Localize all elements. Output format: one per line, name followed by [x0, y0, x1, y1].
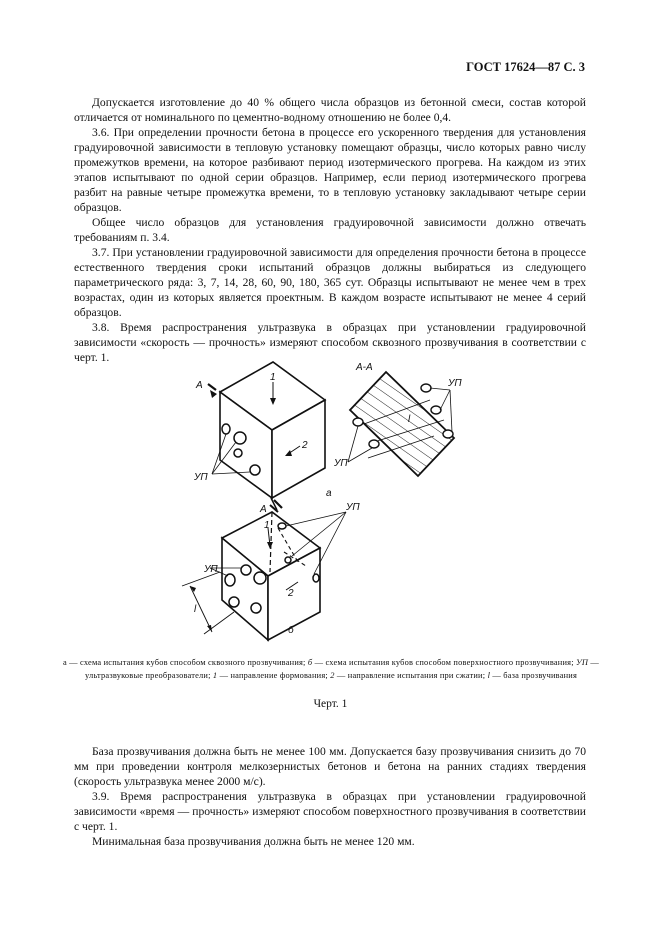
label-transducers: УП	[448, 378, 462, 389]
label-transducers: УП	[334, 458, 348, 469]
paragraph: База прозвучивания должна быть не менее 100 мм. Допускается базу прозвучивания снизить до 70 мм при проведении контроля мелкозернистых бетонов и бетона на ранних стадиях твердения (скорость ультразвука менее 2000 м/с).	[74, 745, 586, 788]
label-scheme-b: б	[288, 625, 294, 636]
paragraph: Допускается изготовление до 40 % общего числа образцов из бетонной смеси, состав которой отличается от номинального по цементно-водному отношению не более 0,4.	[74, 96, 586, 124]
label-base-l: l	[408, 414, 411, 425]
paragraph-3-9: 3.9. Время распространения ультразвука в образцах при установлении градуировочной зависимости «время — прочность» измеряют способом поверхностного прозвучивания в соответствии с черт. 1.	[74, 790, 586, 833]
figure-drawing	[150, 350, 470, 650]
paragraph: Минимальная база прозвучивания должна быть не менее 120 мм.	[92, 835, 415, 848]
caption-term: l	[487, 671, 491, 680]
text-block-bottom	[74, 744, 586, 849]
label-section-aa: А-А	[356, 362, 373, 373]
label-transducers: УП	[194, 472, 208, 483]
paragraph: Общее число образцов для установления градуировочной зависимости должно отвечать требованиям п. 3.4.	[74, 216, 586, 244]
caption-text: — направление испытания при сжатии;	[334, 671, 488, 680]
label-transducers: УП	[204, 564, 218, 575]
label-scheme-a: а	[326, 488, 332, 499]
label-direction-2: 2	[288, 588, 294, 599]
figure-title: Черт. 1	[313, 698, 348, 710]
figure-caption	[50, 656, 612, 682]
label-direction-1: 1	[264, 520, 270, 531]
label-section-a: А	[260, 504, 267, 515]
caption-text: — база прозвучивания	[490, 671, 578, 680]
label-direction-2: 2	[302, 440, 308, 451]
caption-text: а — схема испытания кубов способом сквозного прозвучивания;	[62, 658, 308, 667]
caption-term: 1	[212, 671, 218, 680]
caption-text: — схема испытания кубов способом поверхностного прозвучивания;	[312, 658, 577, 667]
label-base-l: l	[194, 604, 197, 615]
paragraph-3-8: 3.8. Время распространения ультразвука в образцах при установлении градуировочной зависимости «скорость — прочность» измеряют способом сквозного прозвучивания в соответствии с черт. 1.	[74, 321, 586, 364]
caption-term: 2	[330, 671, 335, 680]
caption-term: б	[307, 658, 313, 667]
paragraph-3-6: 3.6. При определении прочности бетона в процессе его ускоренного твердения для установления градуировочной зависимости в тепловую установку помещают образцы, число которых равно числу промежутков времени, на которое разбивают период изотермического прогрева. На каждом из этих этапов испытывают по одной серии образцов. Например, если период изотермического прогрева разбит на равные четыре промежутка времени, то в тепловую установку закладывают четыре серии образцов.	[74, 126, 586, 214]
text-block-top	[74, 95, 586, 365]
label-transducers: УП	[346, 502, 360, 513]
paragraph-3-7: 3.7. При установлении градуировочной зависимости для определения прочности бетона в процессе естественного твердения сроки испытаний образцов должны выбираться из следующего параметрического ряда: 3, 7, 14, 28, 60, 90, 180, 365 сут. Образцы испытывают не менее чем в трех возрастах, один из которых является проектным. В каждом возрасте испытывают не менее 4 серий образцов.	[74, 246, 586, 319]
caption-text: — направление формования;	[217, 671, 331, 680]
caption-text: — ультразвуковые преобразователи;	[84, 658, 600, 680]
section-aa	[348, 372, 454, 476]
label-section-a: А	[196, 380, 203, 391]
page-header: ГОСТ 17624—87 С. 3	[466, 60, 585, 74]
caption-term: УП	[576, 658, 589, 667]
label-direction-1: 1	[270, 372, 276, 383]
